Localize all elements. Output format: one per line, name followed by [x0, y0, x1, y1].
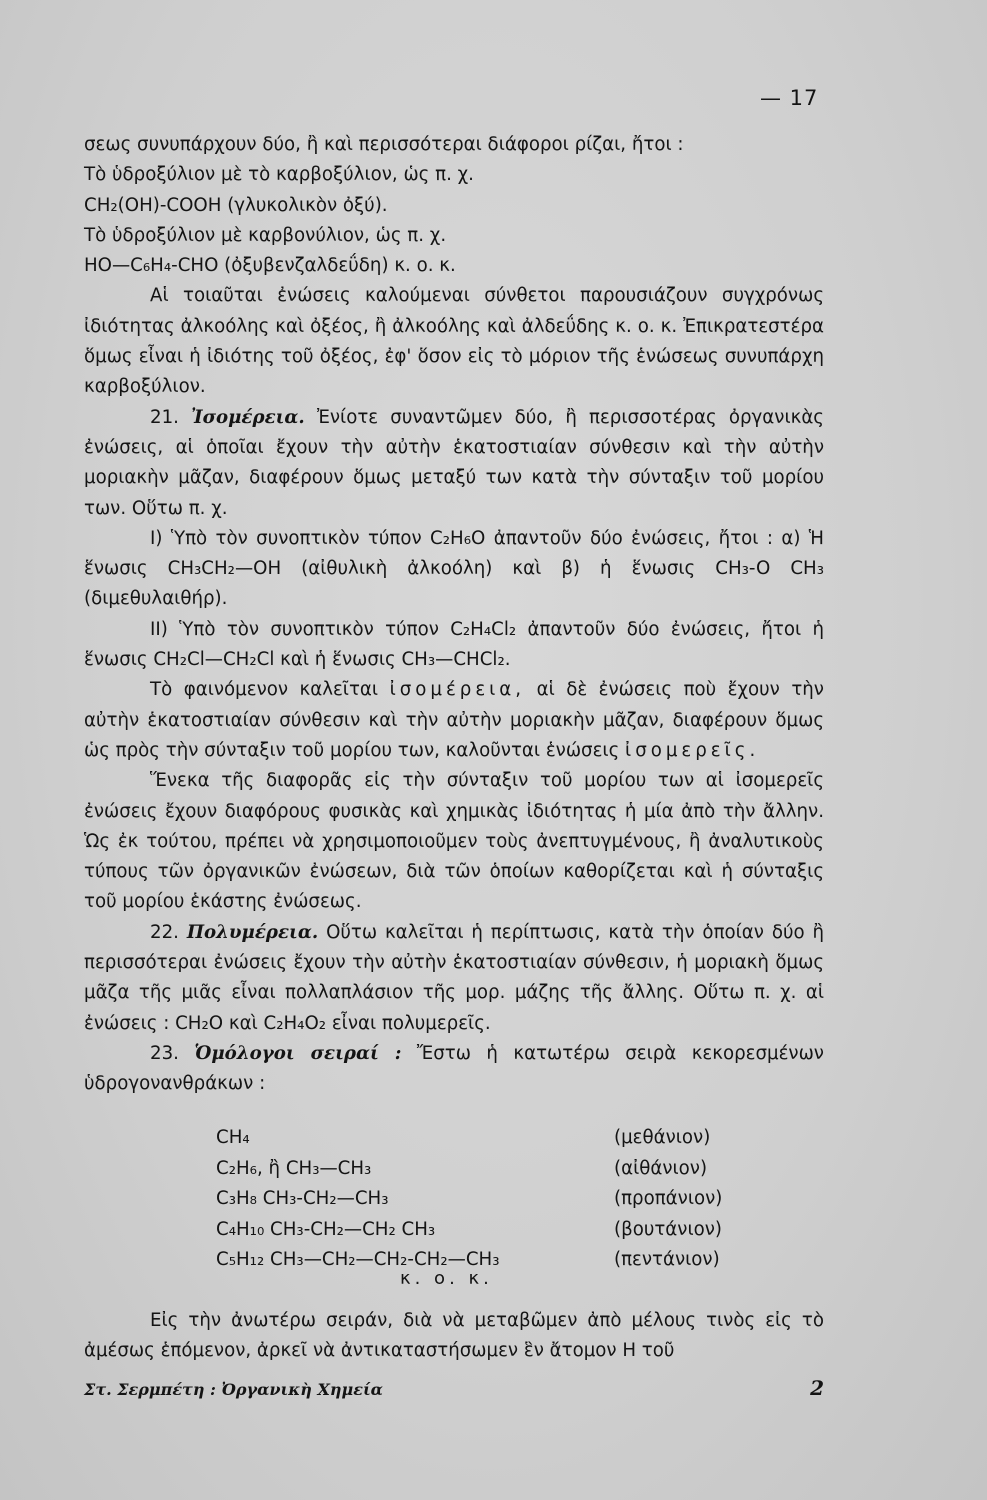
section-text: Ἔστω ἡ κατωτέρω σειρὰ κεκορεσμένων ὑδρογονανθράκων :	[84, 1042, 824, 1095]
page-footer	[84, 1376, 824, 1400]
section-text: Ἐνίοτε συναντῶμεν δύο, ἢ περισσοτέρας ὀργανικὰς ἐνώσεις, αἱ ὁποῖαι ἔχουν τὴν αὐτὴν ἑκατοστιαίαν σύνθεσιν καὶ τὴν αὐτὴν μοριακὴν μᾶζαν, διαφέρουν ὅμως μεταξύ των κατὰ τὴν σύνταξιν τοῦ μορίου των. Οὕτω π. χ.	[84, 406, 824, 519]
text-line: Τὸ ὑδροξύλιον μὲ τὸ καρβοξύλιον, ὡς π. χ.	[84, 164, 474, 186]
paragraph: Αἱ τοιαῦται ἐνώσεις καλούμεναι σύνθετοι παρουσιάζουν συγχρόνως ἰδιότητας ἀλκοόλης καὶ ὀξέος, ἢ ἀλκοόλης καὶ ἀλδεΰδης κ. ο. κ. Ἐπικρατεστέρα ὅμως εἶναι ἡ ἰδιότης τοῦ ὀξέος, ἐφ' ὅσον εἰς τὸ μόριον τῆς ἑνώσεως συνυπάρχη καρβοξύλιον.	[84, 285, 824, 398]
section-text: Οὕτω καλεῖται ἡ περίπτωσις, κατὰ τὴν ὁποίαν δύο ἢ περισσότεραι ἐνώσεις ἔχουν τὴν αὐτὴν ἑκατοστιαίαν σύνθεσιν, ἡ μοριακὴ ὅμως μᾶζα τῆς μιᾶς εἶναι πολλαπλάσιον τῆς μορ. μάζης τῆς ἄλλης. Οὕτω π. χ. αἱ ἐνώσεις : CH₂O καὶ C₂H₄O₂ εἶναι πολυμερεῖς.	[84, 921, 824, 1034]
body-text-top	[84, 130, 824, 1100]
page-number: — 17	[760, 86, 819, 110]
formula-line: HO—C₆H₄-CHO (ὀξυβενζαλδεΰδη) κ. ο. κ.	[84, 255, 456, 277]
series-row	[216, 1245, 776, 1276]
series-row	[216, 1215, 776, 1246]
section-number: 23.	[150, 1042, 179, 1064]
isomer-case-1: I) Ὑπὸ τὸν συνοπτικὸν τύπον C₂H₆O ἀπαντοῦν δύο ἐνώσεις, ἤτοι : α) Ἡ ἕνωσις CH₃CH₂—OH (αἰθυλικὴ ἀλκοόλη) καὶ β) ἡ ἕνωσις CH₃-O CH₃ (διμεθυλαιθήρ).	[84, 527, 824, 610]
text-span: Τὸ φαινόμενον καλεῖται	[150, 679, 379, 701]
series-formula: C₂H₆, ἢ CH₃—CH₃	[216, 1157, 372, 1179]
spaced-term: ἰσομερεῖς.	[625, 739, 760, 761]
section-22	[84, 918, 824, 1039]
section-23	[84, 1039, 824, 1100]
paragraph: Εἰς τὴν ἀνωτέρω σειράν, διὰ νὰ μεταβῶμεν ἀπὸ μέλους τινὸς εἰς τὸ ἀμέσως ἑπόμενον, ἀρκεῖ νὰ ἀντικαταστήσωμεν ἓν ἄτομον H τοῦ	[84, 1310, 824, 1362]
section-title: Πολυμέρεια.	[186, 921, 319, 943]
section-number: 22.	[150, 921, 179, 943]
series-formula: C₃H₈ CH₃-CH₂—CH₃	[216, 1188, 389, 1209]
spaced-term: ἰσομέρεια,	[389, 679, 526, 701]
signature-mark: 2	[810, 1376, 824, 1400]
series-formula: C₄H₁₀ CH₃-CH₂—CH₂ CH₃	[216, 1218, 436, 1240]
text-line: σεως συνυπάρχουν δύο, ἢ καὶ περισσότεραι διάφοροι ρίζαι, ἤτοι :	[84, 134, 684, 155]
series-formula: CH₄	[216, 1127, 250, 1148]
series-name: (μεθάνιον)	[614, 1127, 711, 1148]
series-row	[216, 1154, 776, 1185]
section-21	[84, 403, 824, 524]
formula-line: CH₂(OH)-COOH (γλυκολικὸν ὀξύ).	[84, 194, 388, 216]
text-line: Τὸ ὑδροξύλιον μὲ καρβονύλιον, ὡς π. χ.	[84, 224, 447, 246]
series-row	[216, 1123, 776, 1154]
section-number: 21.	[150, 406, 179, 428]
series-name: (βουτάνιον)	[614, 1218, 722, 1240]
body-text-bottom	[84, 1306, 824, 1367]
series-name: (αἰθάνιον)	[614, 1157, 708, 1179]
series-formula: C₅H₁₂ CH₃—CH₂—CH₂-CH₂—CH₃	[216, 1249, 500, 1270]
section-title: Ὁμόλογοι σειραί :	[194, 1042, 402, 1064]
footer-author-title: Στ. Σερμπέτη : Ὀργανικὴ Χημεία	[84, 1380, 383, 1399]
paragraph	[84, 675, 824, 766]
paragraph: Ἕνεκα τῆς διαφορᾶς εἰς τὴν σύνταξιν τοῦ μορίου των αἱ ἰσομερεῖς ἐνώσεις ἔχουν διαφόρους φυσικὰς καὶ χημικὰς ἰδιότητας ἡ μία ἀπὸ τὴν ἄλλην. Ὡς ἐκ τούτου, πρέπει νὰ χρησιμοποιοῦμεν τοὺς ἀνεπτυγμένους, ἢ ἀναλυτικοὺς τύπους τῶν ὀργανικῶν ἐνώσεων, διὰ τῶν ὁποίων καθορίζεται καὶ ἡ σύνταξις τοῦ μορίου ἑκάστης ἐνώσεως.	[84, 770, 824, 913]
isomer-case-2: II) Ὑπὸ τὸν συνοπτικὸν τύπον C₂H₄Cl₂ ἀπαντοῦν δύο ἐνώσεις, ἤτοι ἡ ἕνωσις CH₂Cl—CH₂Cl καὶ ἡ ἕνωσις CH₃—CHCl₂.	[84, 618, 824, 671]
text-span: αἱ δὲ ἐνώσεις ποὺ ἔχουν τὴν αὐτὴν ἑκατοστιαίαν σύνθεσιν καὶ τὴν αὐτὴν μοριακὴν μᾶζαν, διαφέρουν ὅμως ὡς πρὸς τὴν σύνταξιν τοῦ μορίου των, καλοῦνται ἑνώσεις	[84, 679, 824, 761]
section-title: Ἰσομέρεια.	[191, 406, 305, 428]
series-row	[216, 1184, 776, 1215]
etc-marker: κ. ο. κ.	[400, 1268, 493, 1289]
series-name: (προπάνιον)	[614, 1188, 723, 1209]
homologous-series-list	[216, 1123, 776, 1276]
series-name: (πεντάνιον)	[614, 1249, 720, 1270]
